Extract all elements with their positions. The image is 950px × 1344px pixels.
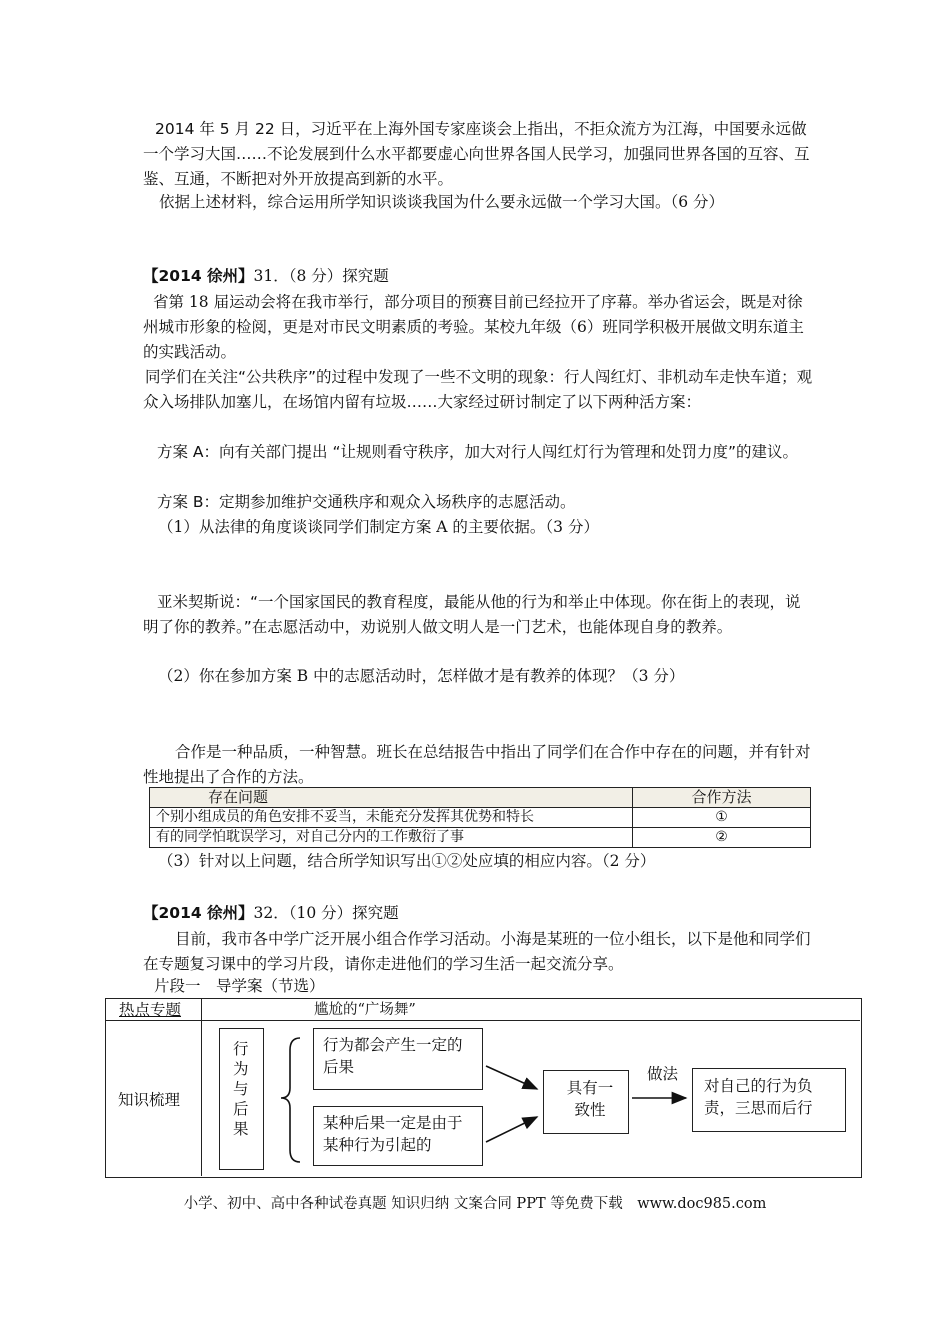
hot-topic-label: 热点专题 (119, 1001, 182, 1019)
arrow-icon (486, 1066, 537, 1089)
q31-question-2: （2）你在参加方案 B 中的志愿活动时，怎样做才是有教养的体现？（3 分） (158, 667, 685, 685)
arrow-icon (486, 1117, 537, 1142)
q32-intro: 目前，我市各中学广泛开展小组合作学习活动。小海是某班的一位小组长，以下是他和同学们在专题复习课中的学习片段，请你走进他们的学习生活一起交流分享。 (143, 930, 811, 973)
result-box-text: 对自己的行为负责，三思而后行 (704, 1077, 813, 1117)
vertical-char: 果 (233, 1120, 249, 1138)
table-header-method: 合作方法 (633, 788, 811, 808)
q31-question-3: （3）针对以上问题，结合所学知识写出①②处应填的相应内容。（2 分） (158, 852, 656, 870)
vertical-char: 行 (233, 1040, 249, 1058)
q32-source: 【2014 徐州】 (143, 904, 254, 922)
footer-text: 小学、初中、高中各种试卷真题 知识归纳 文案合同 PPT 等免费下载 www.doc985.com (183, 1196, 767, 1212)
hot-topic-value: 尴尬的“广场舞” (314, 1002, 416, 1018)
arrow-label: 做法 (647, 1065, 679, 1083)
vertical-char: 与 (233, 1080, 249, 1098)
vertical-char: 后 (233, 1100, 249, 1118)
q31-title-text: 31．（8 分）探究题 (253, 267, 389, 285)
q32-fragment-label: 片段一 导学案（节选） (154, 977, 325, 995)
consequence-box-1-text: 行为都会产生一定的后果 (323, 1036, 463, 1076)
q31-plan-b: 方案 B：定期参加维护交通秩序和观众入场秩序的志愿活动。 (157, 493, 576, 511)
knowledge-label: 知识梳理 (118, 1091, 181, 1109)
vertical-char: 为 (233, 1060, 249, 1078)
q31-question-1: （1）从法律的角度谈谈同学们制定方案 A 的主要依据。（3 分） (158, 518, 599, 536)
brace-icon (281, 1038, 300, 1162)
q31-quote: 亚米契斯说：“一个国家国民的教育程度，最能从他的行为和举止中体现。你在街上的表现，说明了你的教养。”在志愿活动中，劝说别人做文明人是一门艺术，也能体现自身的教养。 (143, 593, 801, 636)
table-header-problem: 存在问题 (150, 788, 633, 808)
q31-plan-a: 方案 A：向有关部门提出 “让规则看守秩序，加大对行人闯红灯行为管理和处罚力度”的建议。 (157, 443, 799, 461)
table-cell-problem: 个别小组成员的角色安排不妥当，未能充分发挥其优势和特长 (150, 808, 633, 828)
consequence-box-2-text: 某种后果一定是由于某种行为引起的 (323, 1114, 463, 1154)
q30-question: 依据上述材料，综合运用所学知识谈谈我国为什么要永远做一个学习大国。（6 分） (159, 193, 725, 211)
q31-problems: 同学们在关注“公共秩序”的过程中发现了一些不文明的现象：行人闯红灯、非机动车走快车道；观众入场排队加塞儿，在场馆内留有垃圾……大家经过研讨制定了以下两种活方案： (143, 368, 813, 411)
q31-source: 【2014 徐州】 (143, 267, 254, 285)
q31-coop: 合作是一种品质，一种智慧。班长在总结报告中指出了同学们在合作中存在的问题，并有针对性地提出了合作的方法。 (143, 743, 811, 786)
table-cell-method: ① (633, 808, 811, 828)
q30-paragraph: 2014 年 5 月 22 日，习近平在上海外国专家座谈会上指出，不拒众流方为江海，中国要永远做一个学习大国……不论发展到什么水平都要虚心向世界各国人民学习，加强同世界各国的互容、互鉴、互通，不断把对外开放提高到新的水平。 (143, 120, 810, 188)
q32-title-text: 32．（10 分）探究题 (253, 904, 399, 922)
consistency-box-text: 具有一致性 (566, 1079, 614, 1119)
q31-intro: 省第 18 届运动会将在我市举行，部分项目的预赛目前已经拉开了序幕。举办省运会，既是对徐州城市形象的检阅，更是对市民文明素质的考验。某校九年级（6）班同学积极开展做文明东道主的实践活动。 (143, 293, 804, 361)
table-cell-problem: 有的同学怕耽误学习，对自己分内的工作敷衍了事 (150, 828, 633, 848)
table-cell-method: ② (633, 828, 811, 848)
